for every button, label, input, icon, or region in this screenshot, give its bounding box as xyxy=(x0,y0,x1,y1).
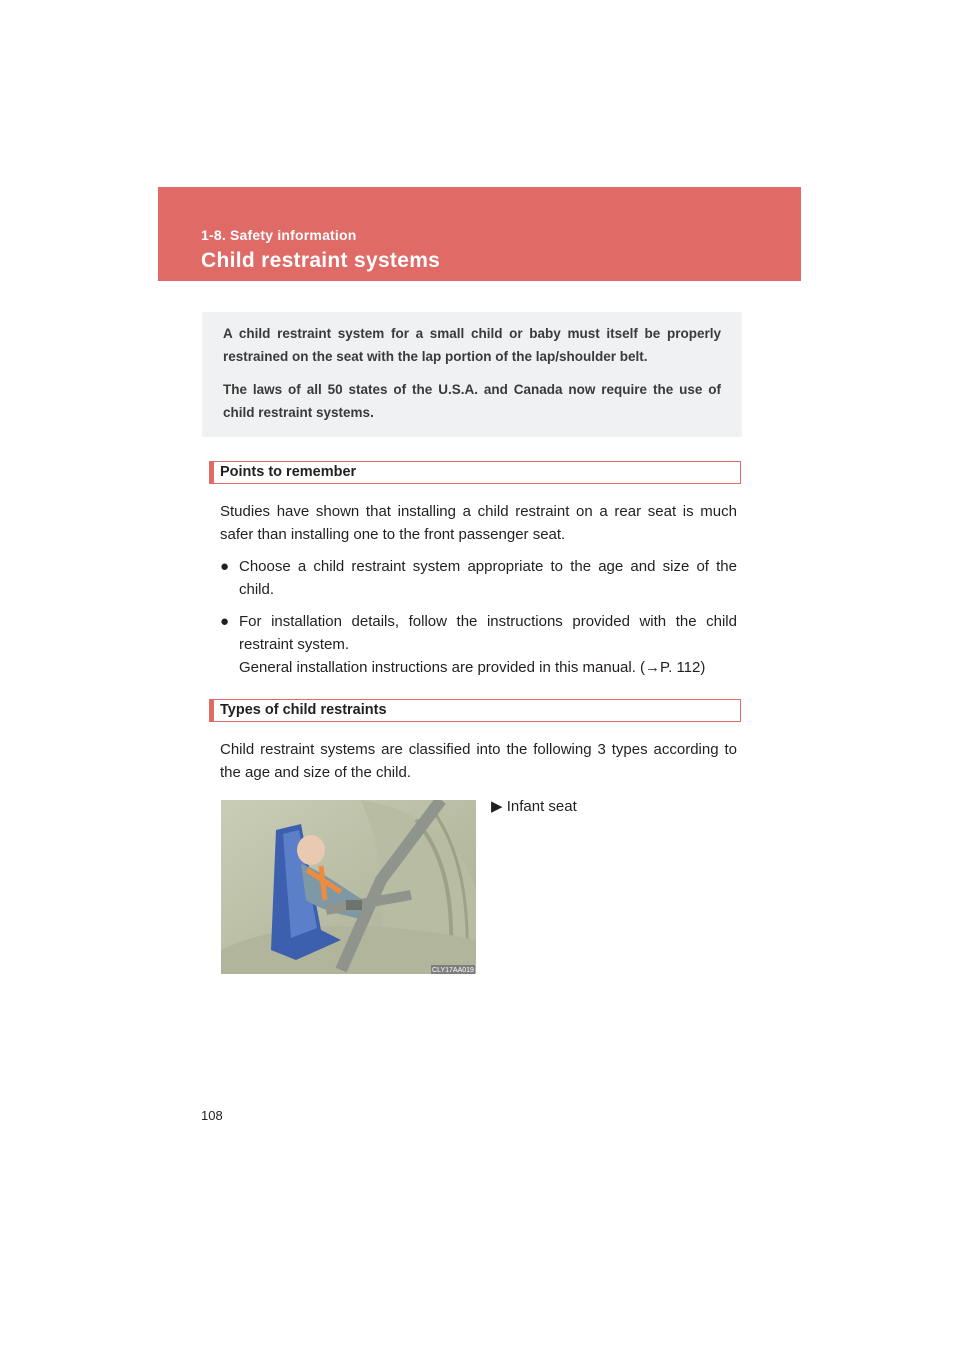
caption-arrow-icon: ▶ xyxy=(491,798,503,815)
subheading-points-to-remember xyxy=(209,461,741,484)
page-number: 108 xyxy=(201,1108,223,1123)
bullet-item-installation xyxy=(220,610,737,679)
bullet-text: For installation details, follow the instructions provided with the child restraint system. xyxy=(239,613,737,653)
figure-caption xyxy=(491,797,577,817)
intro-box xyxy=(202,312,742,437)
page-title: Child restraint systems xyxy=(201,249,441,272)
types-paragraph: Child restraint systems are classified into the following 3 types according to the age and size of the child. xyxy=(220,741,737,781)
figure-code: CLY17AA019 xyxy=(432,967,474,974)
bullet-general-note: General installation instructions are provided in this manual. (→P. 112) xyxy=(239,659,706,676)
bullet-icon: ● xyxy=(220,558,230,575)
subheading-label: Points to remember xyxy=(220,464,357,480)
caption-text: Infant seat xyxy=(506,798,577,815)
infant-seat-illustration xyxy=(221,800,476,974)
bullet-item-age-size xyxy=(220,555,737,601)
section-label: 1-8. Safety information xyxy=(201,227,357,243)
intro-paragraph-1: A child restraint system for a small child or baby must itself be properly restrained on the seat with the lap portion of the lap/shoulder belt. xyxy=(223,326,721,364)
bullet-icon: ● xyxy=(220,613,230,630)
points-paragraph: Studies have shown that installing a child restraint on a rear seat is much safer than installing one to the front passenger seat. xyxy=(220,503,737,543)
intro-paragraph-2: The laws of all 50 states of the U.S.A. and Canada now require the use of child restraint systems. xyxy=(223,382,721,420)
subheading-label: Types of child restraints xyxy=(220,702,387,718)
section-header xyxy=(158,187,801,281)
subheading-types-of-child-restraints xyxy=(209,699,741,722)
bullet-text: Choose a child restraint system appropriate to the age and size of the child. xyxy=(239,558,737,598)
